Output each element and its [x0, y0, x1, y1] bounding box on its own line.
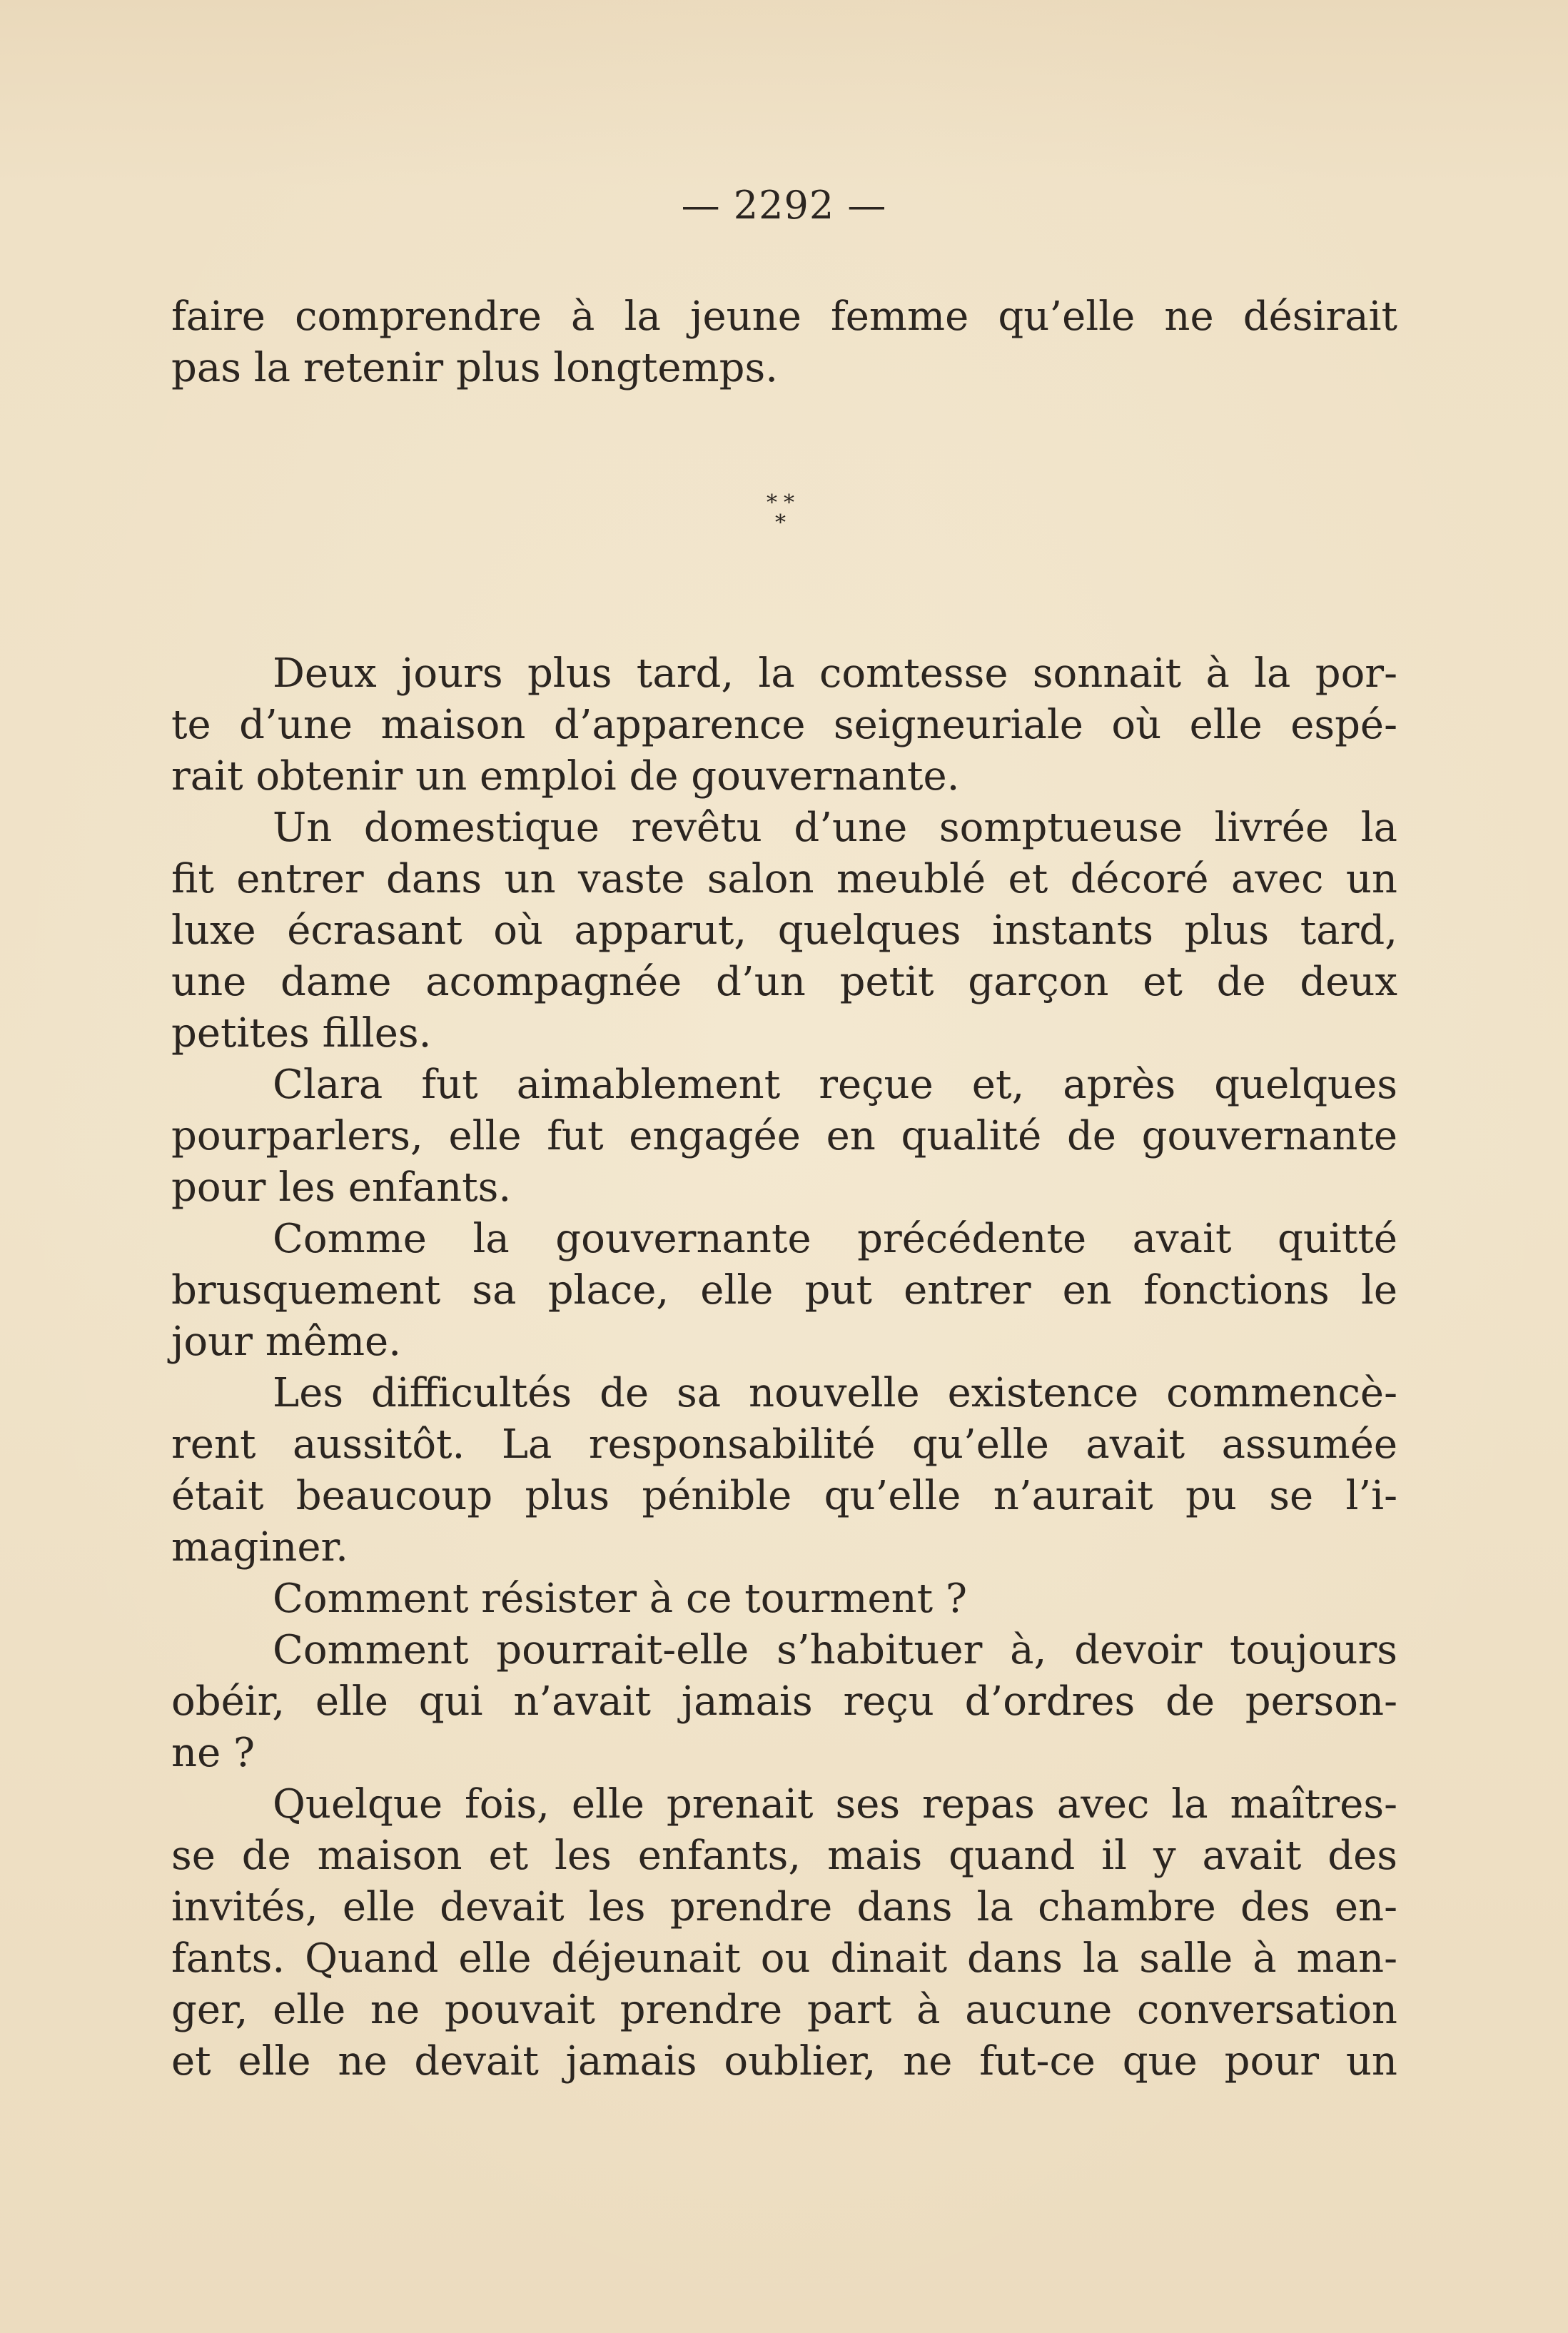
text-line: pour les enfants. — [171, 1164, 512, 1211]
text-line: maginer. — [171, 1524, 348, 1571]
asterisk-glyph: * — [784, 490, 794, 515]
text-line: pas la retenir plus longtemps. — [171, 345, 779, 391]
text-line: rait obtenir un emploi de gouvernante. — [171, 753, 960, 800]
paragraph-first-line: Comment pourrait-elle s’habituer à, devoir toujours — [273, 1627, 1397, 1673]
paragraph-first-line: Les difficultés de sa nouvelle existence commencè- — [273, 1370, 1397, 1416]
text-line: brusquement sa place, elle put entrer en fonctions le — [171, 1267, 1397, 1314]
page-number: — 2292 — — [681, 183, 887, 228]
text-line: rent aussitôt. La responsabilité qu’elle avait assumée — [171, 1421, 1397, 1468]
text-line: obéir, elle qui n’avait jamais reçu d’ordres de person- — [171, 1678, 1397, 1725]
paragraph-first-line: Un domestique revêtu d’une somptueuse livrée la — [273, 805, 1397, 851]
text-line: invités, elle devait les prendre dans la chambre des en- — [171, 1884, 1397, 1930]
paragraph-first-line: Quelque fois, elle prenait ses repas avec la maîtres- — [273, 1781, 1397, 1828]
asterisk-glyph: * — [775, 510, 786, 535]
asterisk-glyph: * — [767, 490, 777, 515]
text-line: petites filles. — [171, 1010, 432, 1057]
section-text — [171, 648, 1397, 2087]
text-line: jour même. — [171, 1319, 401, 1365]
text-line: une dame acompagnée d’un petit garçon et de deux — [171, 959, 1397, 1005]
text-line: fit entrer dans un vaste salon meublé et décoré avec un — [171, 856, 1397, 902]
text-line: se de maison et les enfants, mais quand il y avait des — [171, 1833, 1397, 1879]
text-line: ne ? — [171, 1730, 256, 1776]
text-line: et elle ne devait jamais oublier, ne fut-ce que pour un — [171, 2038, 1397, 2085]
text-line: était beaucoup plus pénible qu’elle n’aurait pu se l’i- — [171, 1473, 1397, 1519]
asterism-separator — [762, 490, 819, 550]
paragraph-first-line: Deux jours plus tard, la comtesse sonnait à la por- — [273, 650, 1397, 697]
continuation-text — [171, 291, 1397, 394]
text-line: luxe écrasant où apparut, quelques instants plus tard, — [171, 907, 1397, 954]
text-line: te d’une maison d’apparence seigneuriale où elle espé- — [171, 702, 1397, 748]
paragraph-first-line: Clara fut aimablement reçue et, après quelques — [273, 1062, 1397, 1108]
text-line: pourparlers, elle fut engagée en qualité de gouvernante — [171, 1113, 1397, 1159]
paragraph-first-line: Comme la gouvernante précédente avait quitté — [273, 1216, 1397, 1262]
text-line: ger, elle ne pouvait prendre part à aucune conversation — [171, 1987, 1397, 2033]
paragraph-first-line: Comment résister à ce tourment ? — [273, 1576, 967, 1622]
text-line: fants. Quand elle déjeunait ou dinait dans la salle à man- — [171, 1935, 1397, 1982]
text-line: faire comprendre à la jeune femme qu’elle ne désirait — [171, 293, 1397, 340]
